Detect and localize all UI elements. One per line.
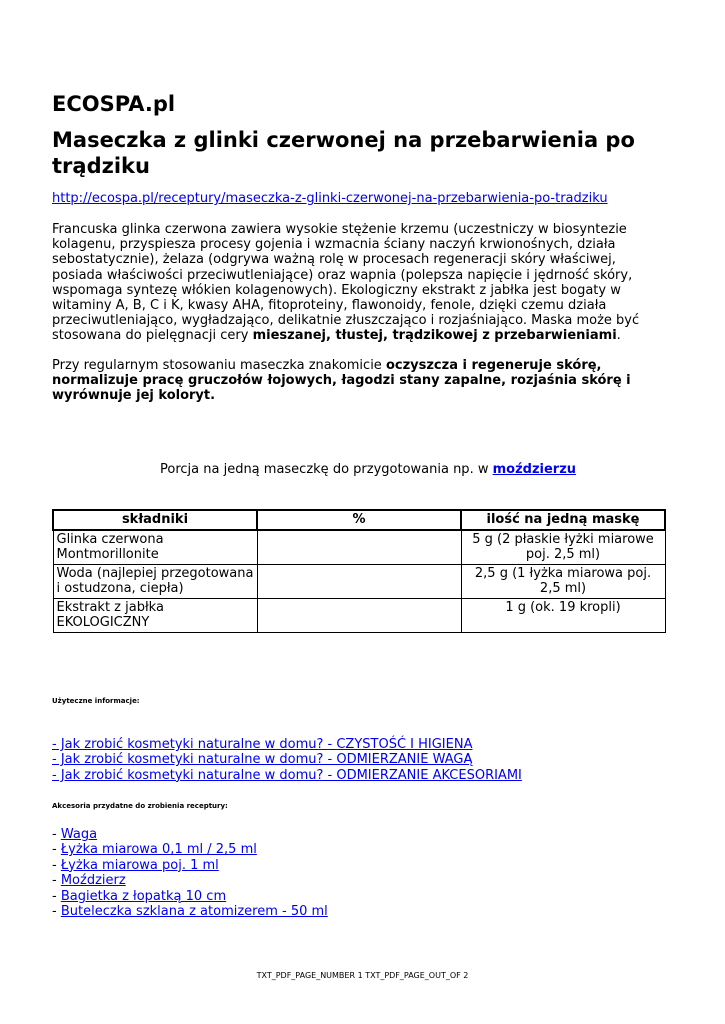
ingredient-cell: Glinka czerwona Montmorillonite [53, 530, 257, 565]
usage-paragraph [52, 358, 670, 404]
usage-text: Przy regularnym stosowaniu maseczka znakomicie [52, 358, 386, 373]
ingredient-cell: Woda (najlepiej przegotowana i ostudzona, ciepła) [53, 564, 257, 598]
list-item [52, 842, 328, 857]
list-item [52, 768, 522, 783]
list-dash: - [52, 888, 61, 904]
portion-line [160, 462, 576, 477]
amount-cell: 5 g (2 płaskie łyżki miarowe poj. 2,5 ml) [461, 530, 665, 565]
header-amount: ilość na jedną maskę [461, 510, 665, 530]
accessory-link-rod[interactable]: Bagietka z łopatką 10 cm [60, 888, 227, 904]
accessory-link-spoon-small[interactable]: Łyżka miarowa 0,1 ml / 2,5 ml [60, 842, 257, 858]
table-header-row [53, 510, 665, 530]
percent-cell [257, 598, 461, 632]
list-dash: - [52, 857, 61, 873]
useful-links-list [52, 737, 522, 783]
usage-bold-text: oczyszcza i regeneruje skórę, normalizuje pracę gruczołów łojowych, łagodzi stany zapalne, rozjaśnia skórę i wyrównuje jej koloryt. [52, 358, 631, 404]
list-dash: - [52, 827, 61, 842]
list-item [52, 889, 328, 904]
useful-link-scale[interactable]: - Jak zrobić kosmetyki naturalne w domu? - ODMIERZANIE WAGĄ [52, 752, 473, 768]
page-title: Maseczka z glinki czerwonej na przebarwienia po trądziku [52, 128, 635, 178]
table-row [53, 530, 665, 565]
header-percent: % [257, 510, 461, 530]
ingredient-cell: Ekstrakt z jabłka EKOLOGICZNY [53, 598, 257, 632]
recipe-url-link[interactable]: http://ecospa.pl/receptury/maseczka-z-glinki-czerwonej-na-przebarwienia-po-tradziku [52, 191, 608, 206]
accessory-link-mortar[interactable]: Moździerz [60, 873, 126, 889]
list-item [52, 904, 328, 919]
percent-cell [257, 564, 461, 598]
intro-bold-text: mieszanej, tłustej, trądzikowej z przebarwieniami [252, 328, 617, 344]
table-row [53, 564, 665, 598]
list-item [52, 827, 328, 842]
accessories-list [52, 827, 328, 919]
table-row [53, 598, 665, 632]
site-name: ECOSPA.pl [52, 92, 176, 116]
list-dash: - [52, 904, 61, 920]
list-dash: - [52, 842, 61, 858]
intro-end: . [616, 328, 621, 344]
useful-link-hygiene[interactable]: - Jak zrobić kosmetyki naturalne w domu? - CZYSTOŚĆ I HIGIENA [52, 737, 473, 752]
accessory-link-scale[interactable]: Waga [60, 827, 98, 842]
intro-text: Francuska glinka czerwona zawiera wysokie stężenie krzemu (uczestniczy w biosyntezie kolagenu, przyspiesza procesy gojenia i wzmacnia ściany naczyń krwionośnych, działa sebostatycznie), żelaza (odgrywa ważną rolę w procesach regeneracji skóry właściwej, posiada właściwości przeciwutleniające) oraz wapnia (polepsza napięcie i jędrność skóry, wspomaga syntezę włókien kolagenowych). Ekologiczny ekstrakt z jabłka jest bogaty w witaminy A, B, C i K, kwasy AHA, fitoproteiny, flawonoidy, fenole, dzięki czemu działa przeciwutleniająco, wygładzająco, delikatnie złuszczająco i rozjaśniająco. Maska może być stosowana do pielęgnacji cery [52, 222, 640, 344]
list-item [52, 873, 328, 888]
intro-paragraph [52, 222, 670, 344]
header-ingredients: składniki [53, 510, 257, 530]
percent-cell [257, 530, 461, 565]
accessory-link-spoon-1ml[interactable]: Łyżka miarowa poj. 1 ml [60, 857, 219, 873]
list-item [52, 737, 522, 752]
amount-cell: 1 g (ok. 19 kropli) [461, 598, 665, 632]
list-item [52, 858, 328, 873]
accessories-label: Akcesoria przydatne do zrobienia receptury: [52, 802, 228, 810]
amount-cell: 2,5 g (1 łyżka miarowa poj. 2,5 ml) [461, 564, 665, 598]
accessory-link-bottle[interactable]: Buteleczka szklana z atomizerem - 50 ml [60, 904, 328, 920]
mortar-link[interactable]: moździerzu [492, 462, 577, 477]
useful-info-label: Użyteczne informacje: [52, 697, 140, 705]
useful-link-accessories[interactable]: - Jak zrobić kosmetyki naturalne w domu? - ODMIERZANIE AKCESORIAMI [52, 767, 522, 783]
list-item [52, 752, 522, 767]
portion-text: Porcja na jedną maseczkę do przygotowania np. w [160, 462, 493, 477]
list-dash: - [52, 873, 61, 889]
ingredients-table [52, 509, 666, 633]
page-footer: TXT_PDF_PAGE_NUMBER 1 TXT_PDF_PAGE_OUT_OF 2 [256, 971, 469, 980]
